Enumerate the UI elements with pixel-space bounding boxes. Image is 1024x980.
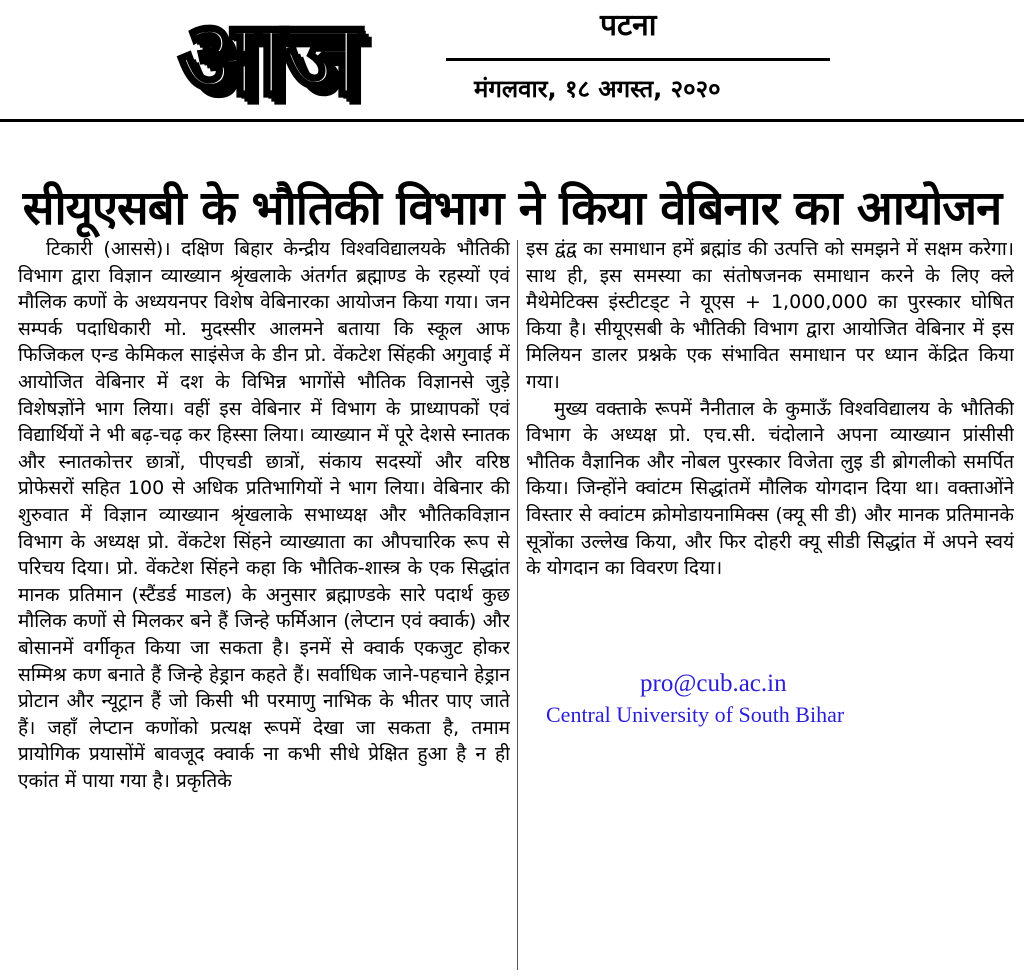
header-rule — [0, 119, 1024, 122]
organization-name: Central University of South Bihar — [546, 702, 845, 727]
column-divider — [517, 240, 518, 970]
article-paragraph: टिकारी (आससे)। दक्षिण बिहार केन्द्रीय विश्वविद्यालयके भौतिकी विभाग द्वारा विज्ञान व्याख्यान श्रृंखलाके अंतर्गत ब्रह्माण्ड के रहस्यों एवं मौलिक कणों के अध्ययनपर विशेष वेबिनारका आयोजन किया गया। जन सम्पर्क पदाधिकारी मो. मुदस्सीर आलमने बताया कि स्कूल आफ फिजिकल एन्ड केमिकल साइंसेज के डीन प्रो. वेंकटेश सिंहकी अगुवाई में आयोजित वेबिनार में दश के विभिन्न भागोंसे भौतिक विज्ञानसे जुड़े विशेषज्ञोंने भाग लिया। वहीं इस वेबिनार में विभाग के प्राध्यापकों एवं विद्यार्थियों ने भी बढ़-चढ़ कर हिस्सा लिया। व्याख्यान में पूरे देशसे स्नातक और स्नातकोत्तर छात्रों, पीएचडी छात्रों, संकाय सदस्यों और वरिष्ठ प्रोफेसरों सहित 100 से अधिक प्रतिभागियों ने भाग लिया। वेबिनार की शुरुवात में विज्ञान व्याख्यान श्रृंखलाके सभाध्यक्ष और भौतिकविज्ञान विभाग के अध्यक्ष प्रो. वेंकटेश सिंहने व्याख्याता का औपचारिक रूप से परिचय दिया। प्रो. वेंकटेश सिंहने कहा कि भौतिक-शास्त्र के एक सिद्धांत मानक प्रतिमान (स्टैंडर्ड माडल) के अनुसार ब्रह्माण्डके सारे पदार्थ कुछ मौलिक कणों से मिलकर बने हैं जिन्हे फर्मिआन (लेप्टान एवं क्वार्क) और बोसानमें वर्गीकृत किया जा सकता है। इनमें से क्वार्क एकजुट होकर सम्मिश्र कण बनाते हैं जिन्हे हेड्रान कहते हैं। सर्वाधिक जाने-पहचाने हेड्रान प्रोटान और न्यूट्रान हैं जो किसी भी परमाणु नाभिक के भीतर पाए जाते हैं। जहाँ लेप्टान कणोंको प्रत्यक्ष रूपमें देखा जा सकता है, तमाम प्रायोगिक प्रयासोंमें बावजूद क्वार्क ना कभी सीधे प्रेक्षित हुआ है न ही एकांत में पाया गया है। प्रकृतिके — [18, 238, 510, 792]
newspaper-logo-text: आज — [178, 0, 358, 119]
masthead — [0, 0, 1024, 122]
article-paragraph: इस द्वंद्व का समाधान हमें ब्रह्मांड की उत्पत्ति को समझने में सक्षम करेगा। साथ ही, इस समस्या का संतोषजनक समाधान करने के लिए क्ले मैथेमेटिक्स इंस्टीटड्ट ने यूएस + 1,000,000 का पुरस्कार घोषित किया है। सीयूएसबी के भौतिकी विभाग द्वारा आयोजित वेबिनार में इस मिलियन डालर प्रश्नके एक संभावित समाधान पर ध्यान केंद्रित किया गया। — [526, 238, 1014, 393]
article-column-left — [18, 236, 510, 976]
edition-date: मंगलवार, १८ अगस्त, २०२० — [474, 75, 721, 103]
contact-email: pro@cub.ac.in — [640, 670, 787, 697]
edition-city: पटना — [600, 8, 657, 43]
newspaper-logo — [128, 0, 408, 119]
article-paragraph: मुख्य वक्ताके रूपमें नैनीताल के कुमाऊँ विश्वविद्यालय के भौतिकी विभाग के अध्यक्ष प्रो. एच.सी. चंदोलाने अपना व्याख्यान प्रांसीसी भौतिक वैज्ञानिक और नोबल पुरस्कार विजेता लुइ डी ब्रोगलीको समर्पित किया। जिन्होंने क्वांटम सिद्धांतमें मौलिक योगदान दिया था। वक्ताओंने विस्तार से क्वांटम क्रोमोडायनामिक्स (क्यू सी डी) और मानक प्रतिमानके सूत्रोंका उल्लेख किया, और फिर दोहरी क्यू सीडी सिद्धांत में अपने स्वयं के योगदान का विवरण दिया। — [526, 397, 1014, 580]
article-column-right — [526, 236, 1014, 676]
article-headline: सीयूएसबी के भौतिकी विभाग ने किया वेबिनार का आयोजन — [22, 181, 1002, 237]
masthead-divider — [446, 58, 830, 61]
